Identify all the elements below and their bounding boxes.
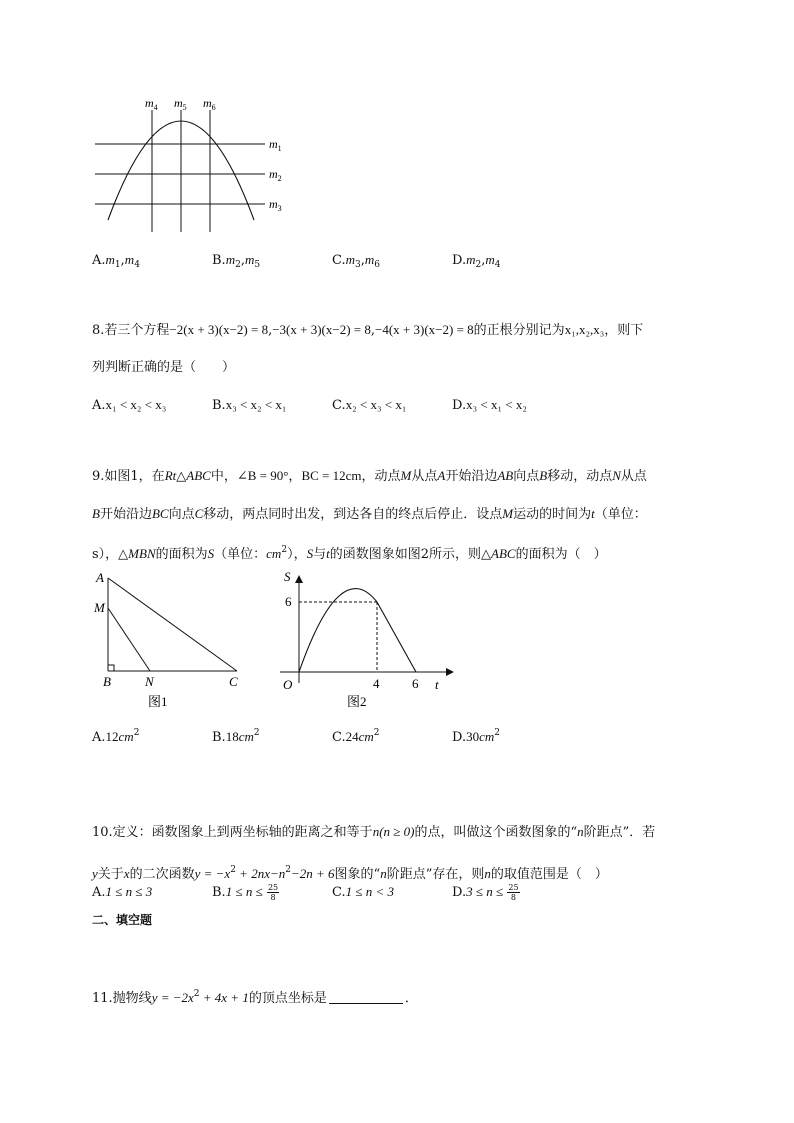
- option-value: 30: [466, 729, 480, 744]
- section-title-fill-in-blank: 二、填空题: [92, 913, 153, 927]
- fraction-denominator: 8: [510, 893, 517, 902]
- q9-sup: 2: [281, 545, 288, 555]
- q7-option-c[interactable]: $C.m_3,m_6$: [332, 252, 381, 270]
- q9-math: N: [612, 468, 621, 483]
- q11-stem: [92, 985, 418, 1008]
- label-m4: $m_4$: [145, 96, 158, 112]
- q9-text: （单位：: [594, 507, 647, 522]
- option-letter: B.: [212, 730, 226, 745]
- q10-math: n: [380, 866, 387, 881]
- q9-math: S: [207, 546, 215, 561]
- q7-option-a[interactable]: $A.m_1,m_4$: [92, 252, 140, 270]
- q10-text: 的取值范围是（ ）: [490, 867, 608, 882]
- option-unit: cm: [358, 729, 374, 744]
- q8-option-b[interactable]: [212, 396, 286, 415]
- option-letter: A.: [92, 885, 106, 900]
- point-b: B: [103, 674, 111, 689]
- q9-option-c[interactable]: [332, 724, 380, 747]
- option-sub: 1: [114, 260, 121, 270]
- point-m: M: [94, 600, 105, 615]
- figure-1-caption: 图1: [148, 694, 168, 709]
- option-letter: B.: [212, 398, 226, 413]
- q9-math: BC: [151, 506, 169, 521]
- q10-text: 图象的“: [334, 867, 381, 882]
- q10-sup: 2: [285, 865, 291, 875]
- q10-text: 的二次函数: [129, 867, 195, 882]
- q10-sup: 2: [230, 865, 236, 875]
- q11-text: 的顶点坐标是: [248, 991, 327, 1006]
- q8-equation-1: −2(x + 3)(x−2) = 8: [169, 322, 269, 337]
- side-ac: [108, 578, 237, 671]
- point-c: C: [229, 674, 238, 689]
- option-sub: 6: [374, 260, 381, 270]
- option-sub: 5: [254, 260, 261, 270]
- q10-stem-line1: [92, 823, 655, 842]
- q8-option-d[interactable]: [452, 396, 527, 415]
- label-m5: $m_5$: [174, 96, 187, 112]
- option-letter: B.: [212, 885, 226, 900]
- option-text: x₂ < x₃ < x₁: [345, 397, 407, 412]
- q11-math: + 4x + 1: [199, 990, 249, 1005]
- q10-text: 关于: [97, 867, 124, 882]
- q9-math: C: [194, 506, 204, 521]
- q9-text: 向点: [168, 507, 195, 522]
- segment-mn: [108, 608, 150, 671]
- q10-math: n: [484, 866, 491, 881]
- option-value: 12: [105, 729, 119, 744]
- parabola-lines-figure: [90, 92, 300, 232]
- option-text: 1 ≤ n < 3: [345, 884, 395, 899]
- q9-option-d[interactable]: [452, 724, 500, 747]
- q10-math: y = −x: [194, 866, 231, 881]
- option-sup: 2: [253, 728, 260, 738]
- q10-text: 阶距点”存在，则: [386, 867, 485, 882]
- option-value: 24: [345, 729, 359, 744]
- axis-label-s: S: [284, 569, 291, 584]
- right-angle-mark: [108, 665, 114, 671]
- axis-label-t: t: [435, 677, 439, 692]
- graph-curve: [299, 589, 377, 672]
- q9-text: 移动，两点同时出发，到达各自的终点后停止．设点: [203, 507, 503, 522]
- point-a: A: [96, 570, 104, 585]
- answer-blank[interactable]: [329, 991, 403, 1004]
- option-text: x₃ < x₂ < x₁: [225, 397, 287, 412]
- q8-line2: 列判断正确的是（ ）: [92, 360, 236, 375]
- label-m3: $m_3$: [269, 197, 282, 213]
- q10-option-d[interactable]: [452, 872, 521, 913]
- q9-text: ），: [287, 547, 307, 562]
- graph-segment: [377, 602, 416, 672]
- option-var: m: [364, 252, 375, 267]
- q9-text: ，△: [105, 547, 129, 562]
- q8-option-a[interactable]: [92, 396, 166, 415]
- q9-text: s）: [92, 547, 106, 562]
- q9-math: AB: [497, 468, 514, 483]
- option-var: m: [244, 252, 255, 267]
- option-text: x₃ < x₁ < x₂: [466, 397, 527, 412]
- option-unit: cm: [238, 729, 254, 744]
- option-letter: B.: [212, 253, 226, 268]
- q9-text: 9.如图1，在: [92, 469, 165, 484]
- q8-prefix: 若三个方程: [104, 323, 170, 338]
- q11-text: ．: [404, 991, 418, 1006]
- q9-math: t: [591, 506, 595, 521]
- label-m6: $m_6$: [203, 96, 216, 112]
- q9-text: 开始沿边: [99, 507, 152, 522]
- option-value: 18: [225, 729, 239, 744]
- q8-equation-3: −4(x + 3)(x−2) = 8: [375, 322, 474, 337]
- q9-option-b[interactable]: [212, 724, 260, 747]
- q9-text: 的函数图象如图2所示，则△: [329, 547, 491, 562]
- q10-math: y: [92, 866, 98, 881]
- q10-math: −2n + 6: [290, 866, 335, 881]
- q10-option-b[interactable]: [212, 872, 280, 913]
- fraction: [267, 883, 279, 902]
- q11-sup: 2: [193, 989, 200, 999]
- q10-option-c[interactable]: [332, 872, 394, 913]
- option-var: m: [485, 252, 495, 267]
- q9-text: 的面积为（ ）: [515, 547, 607, 562]
- q9-text: △: [176, 469, 187, 484]
- q9-text: 从点: [620, 469, 647, 484]
- q9-math: Rt: [164, 468, 177, 483]
- option-var: m: [225, 252, 236, 267]
- option-letter: C.: [332, 398, 346, 413]
- q9-math: t: [326, 546, 330, 561]
- option-text: x₁ < x₂ < x₃: [105, 397, 167, 412]
- st-graph-figure: [270, 565, 460, 715]
- option-letter: C.: [332, 253, 346, 268]
- option-letter: D.: [452, 730, 467, 745]
- q9-text: 的面积为: [155, 547, 208, 562]
- option-unit: cm: [479, 729, 495, 744]
- fraction-numerator: 25: [508, 883, 519, 892]
- option-sup: 2: [133, 728, 140, 738]
- q9-math: ∠B = 90°: [236, 468, 289, 483]
- point-n: N: [145, 674, 154, 689]
- y-axis-arrow: [295, 575, 303, 583]
- q10-math: n(n ≥ 0): [372, 824, 415, 839]
- tick-label-y6: 6: [285, 594, 292, 609]
- option-text: 3 ≤ n ≤: [466, 884, 507, 899]
- option-sub: 4: [134, 260, 140, 270]
- q9-text: ，动点: [361, 469, 401, 484]
- tick-label-x4: 4: [373, 676, 380, 691]
- question-number: 8.: [92, 323, 105, 338]
- q10-math: + 2nx−n: [235, 866, 286, 881]
- q9-text: 与: [313, 547, 327, 562]
- q9-math: S: [306, 546, 314, 561]
- triangle-figure: [92, 568, 257, 713]
- q9-text: ，: [288, 469, 302, 484]
- q7-option-d[interactable]: $D.m_2,m_4$: [452, 252, 501, 270]
- label-m1: $m_1$: [269, 137, 282, 153]
- option-text: 1 ≤ n ≤ 3: [105, 884, 153, 899]
- q9-math: M: [400, 468, 412, 483]
- option-letter: A.: [92, 730, 106, 745]
- option-letter: A.: [92, 398, 106, 413]
- q9-stem-line1: [92, 467, 647, 486]
- q9-math: ABC: [491, 546, 516, 561]
- q8-equation-2: −3(x + 3)(x−2) = 8: [272, 322, 371, 337]
- option-text: 1 ≤ n ≤: [225, 884, 266, 899]
- q11-text: 11.抛物线: [92, 991, 152, 1006]
- q10-text: 阶距点”．若: [583, 825, 656, 840]
- q9-text: （单位：: [214, 547, 267, 562]
- figure-2-caption: 图2: [347, 694, 367, 709]
- q9-option-a[interactable]: [92, 724, 139, 747]
- q9-math: A: [437, 468, 446, 483]
- q8-mid: 的正根分别记为: [473, 323, 565, 338]
- q9-math: M: [502, 506, 514, 521]
- q8-stem-line2: [92, 359, 235, 377]
- q10-math: x: [123, 866, 130, 881]
- fraction-numerator: 25: [267, 883, 279, 892]
- x-axis-arrow: [446, 668, 454, 676]
- q9-math: MBN: [128, 546, 156, 561]
- q10-math: n: [577, 824, 584, 839]
- q9-math: B: [539, 468, 548, 483]
- q8-end: ，则下: [604, 323, 644, 338]
- q9-text: 开始沿边: [445, 469, 498, 484]
- option-sub: 2: [235, 260, 241, 270]
- option-letter: D.: [452, 885, 467, 900]
- q10-text: 10.定义：函数图象上到两坐标轴的距离之和等于: [92, 825, 373, 840]
- q9-text: 向点: [513, 469, 540, 484]
- option-sup: 2: [373, 728, 380, 738]
- option-var: m: [124, 252, 135, 267]
- q7-option-b[interactable]: $B.m_2,m_5$: [212, 252, 261, 270]
- option-letter: C.: [332, 730, 346, 745]
- origin-label: O: [283, 677, 293, 692]
- option-letter: D.: [452, 253, 467, 268]
- q9-text: 中，: [210, 469, 237, 484]
- q10-text: 的点，叫做这个函数图象的“: [414, 825, 578, 840]
- option-var: m: [466, 252, 476, 267]
- option-var: m: [345, 252, 356, 267]
- q11-math: y = −2x: [151, 990, 194, 1005]
- q9-stem-line3: [92, 541, 607, 564]
- q9-math: cm: [266, 546, 282, 561]
- option-unit: cm: [118, 729, 134, 744]
- option-letter: A.: [92, 253, 106, 268]
- option-sub: 4: [494, 260, 501, 270]
- option-letter: D.: [452, 398, 467, 413]
- option-sup: 2: [494, 728, 500, 738]
- option-var: m: [105, 252, 115, 267]
- q9-math: BC = 12cm: [301, 468, 362, 483]
- q9-stem-line2: [92, 505, 647, 524]
- q9-text: 移动，动点: [547, 469, 613, 484]
- option-letter: C.: [332, 885, 346, 900]
- q10-option-a[interactable]: [92, 872, 152, 913]
- option-sub: 2: [475, 260, 482, 270]
- fraction-denominator: 8: [270, 893, 276, 902]
- tick-label-x6: 6: [412, 676, 419, 691]
- q9-math: ABC: [186, 468, 211, 483]
- q8-stem-line1: 8.若三个方程−2(x + 3)(x−2) = 8,−3(x + 3)(x−2) = 8,−4(x + 3)(x−2) = 8的正根分别记为x₁,x₂,x₃，则下: [92, 322, 644, 338]
- q8-roots: x₁,x₂,x₃: [564, 322, 605, 337]
- option-sub: 3: [355, 260, 361, 270]
- q9-text: 从点: [411, 469, 438, 484]
- label-m2: $m_2$: [269, 167, 282, 183]
- fraction: [507, 883, 519, 902]
- q9-math: B: [92, 506, 100, 521]
- q8-option-c[interactable]: [332, 396, 406, 415]
- q9-text: 运动的时间为: [513, 507, 592, 522]
